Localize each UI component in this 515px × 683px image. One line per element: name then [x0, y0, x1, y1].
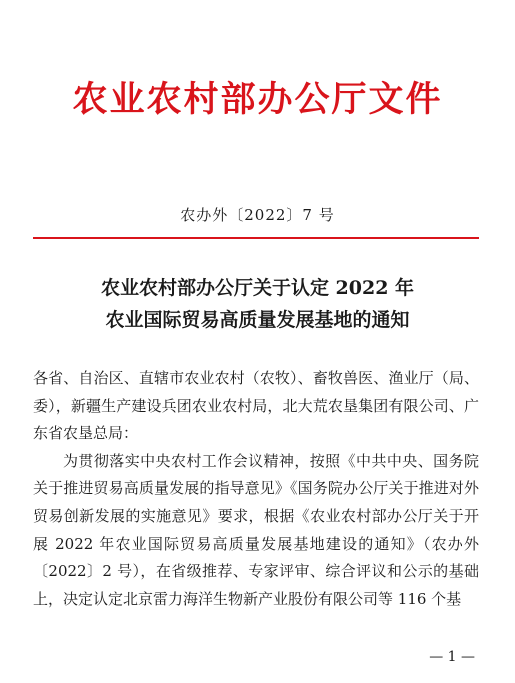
notice-title-line-1: 农业农村部办公厅关于认定 2022 年 [100, 277, 415, 299]
page-number: — 1 — [429, 649, 475, 665]
notice-title [0, 272, 515, 336]
body-paragraph: 为贯彻落实中央农村工作会议精神，按照《中共中央、国务院关于推进贸易高质量发展的指导意见》《国务院办公厅关于推进对外贸易创新发展的实施意见》要求，根据《农业农村部办公厅关于开展 2022 年农业国际贸易高质量发展基地建设的通知》（农办外〔2022〕2 号），在省级推荐、专家评审、综合评议和公示的基础上，决定认定北京雷力海洋生物新产业股份有限公司等 116 个基 [33, 451, 479, 608]
document-header-title: 农业农村部办公厅文件 [72, 79, 443, 120]
notice-body [33, 365, 479, 613]
red-divider-line [33, 237, 479, 239]
salutation: 各省、自治区、直辖市农业农村（农牧）、畜牧兽医、渔业厅（局、委），新疆生产建设兵团农业农村局，北大荒农垦集团有限公司、广东省农垦总局： [33, 369, 479, 443]
notice-title-line-2: 农业国际贸易高质量发展基地的通知 [105, 309, 410, 331]
document-number: 农办外〔2022〕7 号 [180, 206, 335, 224]
